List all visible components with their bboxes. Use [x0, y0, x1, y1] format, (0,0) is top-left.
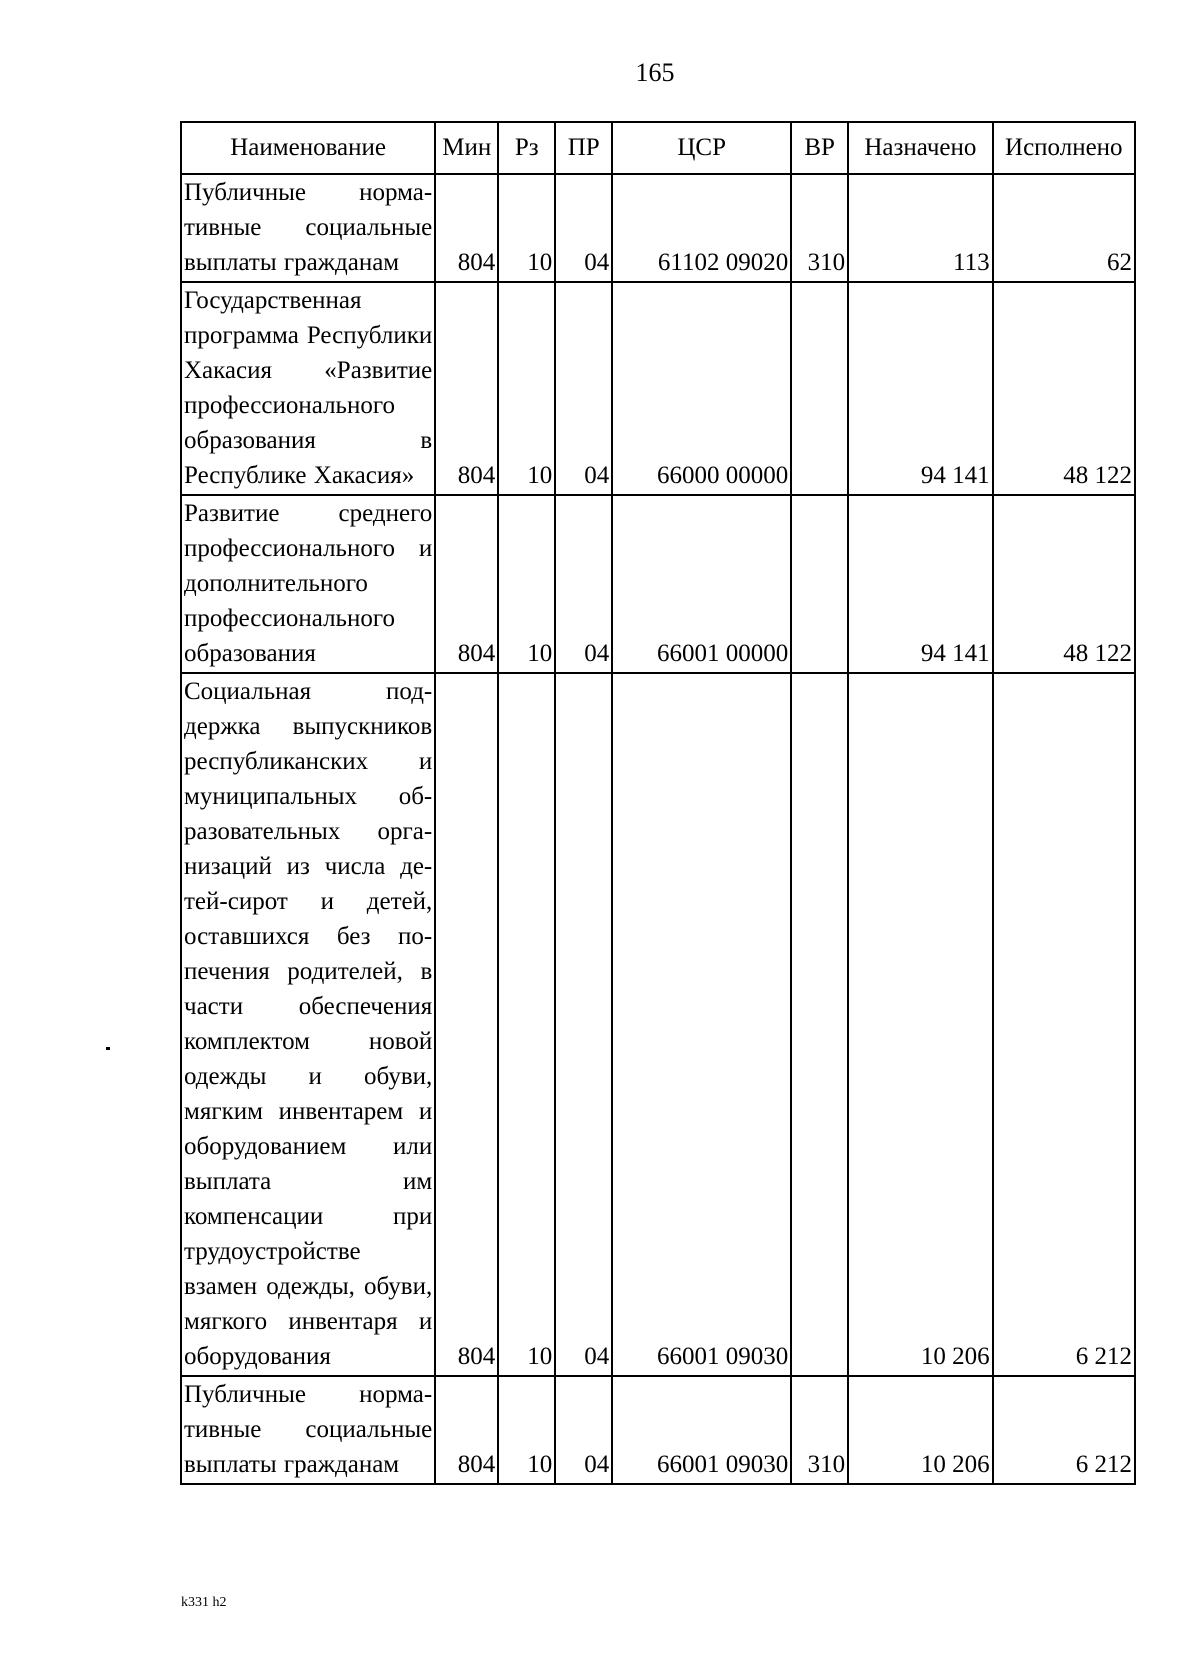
- row-vr: [791, 673, 848, 1376]
- row-vr: [791, 282, 848, 495]
- row-pr: 04: [555, 1376, 612, 1484]
- row-min: 804: [435, 673, 498, 1376]
- row-pr: 04: [555, 673, 612, 1376]
- row-min: 804: [435, 1376, 498, 1484]
- table-row: [181, 282, 1135, 495]
- table-row: [181, 495, 1135, 673]
- header-rz: Рз: [498, 122, 555, 174]
- row-pr: 04: [555, 174, 612, 282]
- budget-table: [180, 121, 1136, 1485]
- scan-speck: [106, 1047, 110, 1050]
- page-number: 165: [635, 58, 675, 87]
- row-name: Государственная программа Республики Хакасия «Развитие профессионального образования в Республике Хакасия»: [181, 282, 435, 495]
- row-executed: 48 122: [993, 282, 1135, 495]
- row-pr: 04: [555, 282, 612, 495]
- row-min: 804: [435, 495, 498, 673]
- row-csr: 66001 00000: [612, 495, 791, 673]
- header-assigned: Назначено: [848, 122, 992, 174]
- header-executed: Исполнено: [993, 122, 1135, 174]
- row-csr: 66001 09030: [612, 673, 791, 1376]
- row-vr: 310: [791, 174, 848, 282]
- row-vr: [791, 495, 848, 673]
- table-row: [181, 174, 1135, 282]
- row-executed: 6 212: [993, 1376, 1135, 1484]
- row-name: Публичные нормативные социальные выплаты гражданам: [181, 1376, 435, 1484]
- row-pr: 04: [555, 495, 612, 673]
- header-pr: ПР: [555, 122, 612, 174]
- row-name: Развитие среднего профессионального и дополнительного профессионального образования: [181, 495, 435, 673]
- row-rz: 10: [498, 174, 555, 282]
- row-name: Социальная поддержка выпускников республиканских и муниципальных образовательных организаций из числа детей-сирот и детей, оставшихся без попечения родителей, в части обеспечения комплектом новой одежды и обуви, мягким инвентарем и оборудованием или выплата им компенсации при трудоустройстве взамен одежды, обуви, мягкого инвентаря и оборудования: [181, 673, 435, 1376]
- header-name: Наименование: [181, 122, 435, 174]
- row-csr: 61102 09020: [612, 174, 791, 282]
- row-assigned: 94 141: [848, 495, 992, 673]
- row-rz: 10: [498, 673, 555, 1376]
- row-min: 804: [435, 174, 498, 282]
- row-rz: 10: [498, 495, 555, 673]
- row-assigned: 10 206: [848, 673, 992, 1376]
- row-assigned: 10 206: [848, 1376, 992, 1484]
- row-executed: 6 212: [993, 673, 1135, 1376]
- row-executed: 62: [993, 174, 1135, 282]
- header-csr: ЦСР: [612, 122, 791, 174]
- row-assigned: 113: [848, 174, 992, 282]
- row-assigned: 94 141: [848, 282, 992, 495]
- row-min: 804: [435, 282, 498, 495]
- table-header-row: [181, 122, 1135, 174]
- header-vr: ВР: [791, 122, 848, 174]
- table-row: [181, 1376, 1135, 1484]
- row-executed: 48 122: [993, 495, 1135, 673]
- row-vr: 310: [791, 1376, 848, 1484]
- row-rz: 10: [498, 1376, 555, 1484]
- header-min: Мин: [435, 122, 498, 174]
- row-csr: 66001 09030: [612, 1376, 791, 1484]
- table-row: [181, 673, 1135, 1376]
- row-csr: 66000 00000: [612, 282, 791, 495]
- row-name: Публичные нормативные социальные выплаты гражданам: [181, 174, 435, 282]
- row-rz: 10: [498, 282, 555, 495]
- footer-code: k331 h2: [181, 1595, 227, 1610]
